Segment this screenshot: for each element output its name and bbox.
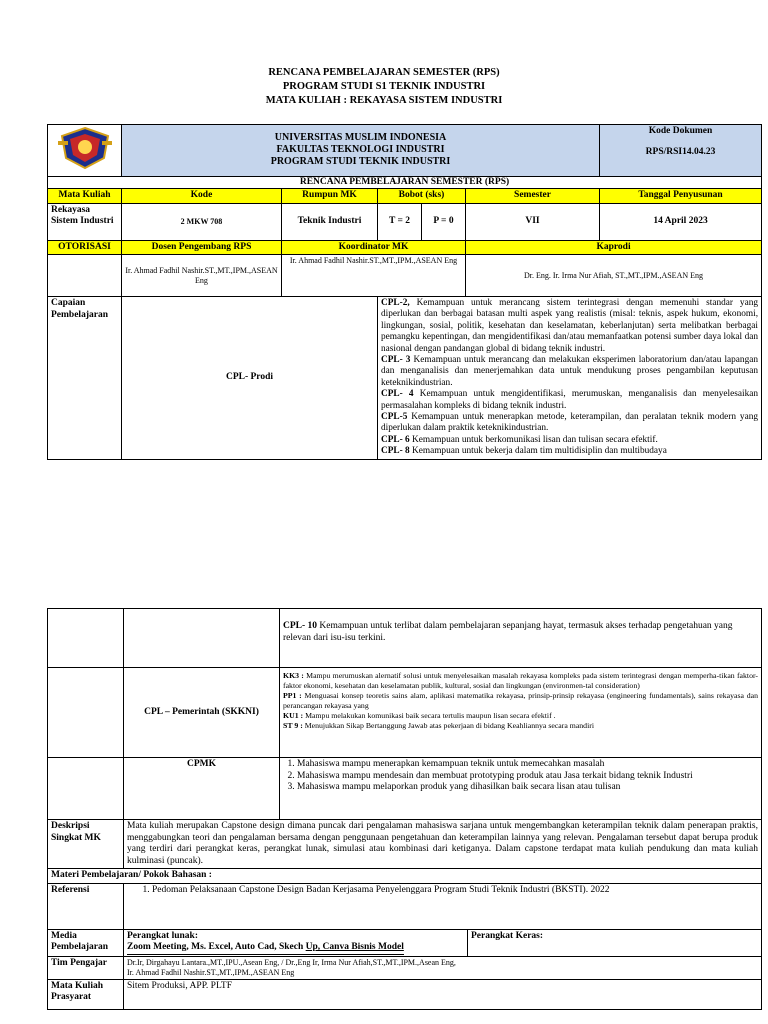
p2-empty-cell-b	[124, 609, 280, 668]
skkni-item: PP1 : Menguasai konsep teoretis sains alam, aplikasi matematika rekayasa, prinsip-prinsip rekayasa (engineering fundamentals), sains rekayasa dan perancangan rekayasa yang	[283, 691, 758, 710]
cpl-item: CPL- 6 Kemampuan untuk berkomunikasi lisan dan tulisan secara efektif.	[381, 434, 658, 445]
institution-cell	[122, 125, 600, 177]
referensi-label: Referensi	[48, 883, 124, 929]
deskripsi-label: Deskripsi Singkat MK	[48, 820, 124, 869]
header-koordinator: Koordinator MK	[282, 240, 466, 255]
prasyarat-text: Sitem Produksi, APP. PLTF	[124, 979, 762, 1009]
cpl-prodi-content	[378, 297, 762, 460]
header-line-1: RENCANA PEMBELAJARAN SEMESTER (RPS)	[268, 67, 500, 78]
course-semester: VII	[466, 203, 600, 240]
header-bobot: Bobot (sks)	[378, 189, 466, 204]
course-t: T = 2	[378, 203, 422, 240]
skkni-item: KK3 : Mampu merumuskan alernatif solusi untuk menyelesaikan masalah rekayasa kompleks pada sistem terintegrasi dengan memperha-tikan faktor-faktor ekonomi, kesehatan dan keselamatan publik, kultural, sosial dan lingkungan (environmen-tal consideration)	[283, 671, 758, 690]
doc-code-label: Kode Dokumen	[648, 126, 713, 136]
cpl-item: CPL- 4 Kemampuan untuk mengidentifikasi, merumuskan, menganalisis dan menyelesaikan permasalahan kompleks di bidang teknik industri.	[381, 389, 759, 411]
cpl-item: CPL-2, Kemampuan untuk merancang sistem terintegrasi dengan memenuhi standar yang diperlukan dan berbagai batasan multi aspek yang realistis (misal: teknis, aspek hukum, ekonomi, lingkungan, sosial, politik, kesehatan dan keselamatan, keberlanjutan) serta melibatkan berbagai pemangku kepentingan, dan mengidentifikasi dan/atau memanfaatkan potensi sumber daya lokal dan nasional dengan pandangan global di bidang teknik industri.	[381, 298, 759, 354]
cpl10-code: CPL- 10	[283, 621, 318, 631]
cpl10-text: Kemampuan untuk terlibat dalam pembelajaran sepanjang hayat, termasuk akses terhadap pengetahuan yang relevan dari isu-isu terkini.	[283, 621, 733, 643]
header-kaprodi: Kaprodi	[466, 240, 762, 255]
p2-empty-cell-d	[48, 758, 124, 820]
header-dosen: Dosen Pengembang RPS	[122, 240, 282, 255]
tim-content	[124, 956, 762, 979]
rps-table-page-1	[47, 124, 762, 460]
cpmk-item: 3. Mahasiswa mampu melaporkan produk yang dihasilkan baik secara lisan atau tulisan	[297, 782, 758, 794]
university-logo-icon	[56, 126, 114, 170]
referensi-list	[138, 885, 758, 897]
hardware-label: Perangkat Keras:	[468, 929, 762, 956]
rps-table-page-2	[47, 608, 762, 1010]
course-code: 2 MKW 708	[122, 203, 282, 240]
course-name: Rekayasa Sistem Industri	[48, 203, 122, 240]
materi-label: Materi Pembelajaran/ Pokok Bahasan :	[48, 869, 762, 884]
header-otorisasi: OTORISASI	[48, 240, 122, 255]
auth-empty-cell	[48, 255, 122, 297]
p2-empty-cell-c	[48, 668, 124, 758]
auth-dosen: Ir. Ahmad Fadhil Nashir.ST.,MT.,IPM.,ASEAN Eng	[122, 255, 282, 297]
cpmk-item: 1. Mahasiswa mampu menerapkan kemampuan teknik untuk memecahkan masalah	[297, 759, 758, 771]
cpmk-label: CPMK	[124, 758, 280, 820]
skkni-content	[280, 668, 762, 758]
cpl10-content	[280, 609, 762, 668]
capaian-label: Capaian Pembelajaran	[48, 297, 122, 460]
header-line-2: PROGRAM STUDI S1 TEKNIK INDUSTRI	[282, 81, 486, 92]
cpl-item: CPL- 3 Kemampuan untuk merancang dan melakukan eksperimen laboratorium dan/atau lapangan dan menganalisis dan menerjemahkan data untuk mendukung proses pengambilan keputusan keteknikindustrian.	[381, 355, 759, 388]
deskripsi-text: Mata kuliah merupakan Capstone design dimana puncak dari pengalaman mahasiswa sarjana untuk mengembangkan keterampilan teknik dalam penerapan praktis, menggabungkan teori dan pengalaman bersama dengan penggunaan pengetahuan dan keterampilan lainnya yang relevan. Pengalaman tersebut dapat berupa produk yang terdiri dari perangkat keras, perangkat lunak, simulasi atau kombinasi dari ketiganya. Dalam capstone terdapat mata kuliah pendukung dan mata kuliah kulminasi (puncak).	[124, 820, 762, 869]
auth-koordinator: Ir. Ahmad Fadhil Nashir.ST.,MT.,IPM.,ASEAN Eng	[282, 255, 466, 297]
program-name: PROGRAM STUDI TEKNIK INDUSTRI	[270, 156, 451, 168]
header-tanggal: Tanggal Penyusunan	[600, 189, 762, 204]
media-label: Media Pembelajaran	[48, 929, 124, 956]
header-semester: Semester	[466, 189, 600, 204]
cpl-prodi-label: CPL- Prodi	[122, 297, 378, 460]
doc-code-cell	[600, 125, 762, 177]
university-name: UNIVERSITAS MUSLIM INDONESIA	[274, 132, 447, 144]
prasyarat-label: Mata Kuliah Prasyarat	[48, 979, 124, 1009]
cpl-item: CPL-5 Kemampuan untuk menerapkan metode, keterampilan, dan peralatan teknik modern yang diperlukan dalam praktik keteknikindustrian.	[381, 412, 759, 434]
header-kode: Kode	[122, 189, 282, 204]
cpmk-content	[280, 758, 762, 820]
course-date: 14 April 2023	[600, 203, 762, 240]
tim-line-1: Dr.Ir, Dirgahayu Lantara.,MT.,IPU.,Asean Eng, / Dr.,Eng Ir, Irma Nur Afiah,ST.,MT.,IPM.,Asean Eng,	[127, 957, 456, 967]
doc-code-value: RPS/RSI14.04.23	[645, 146, 716, 157]
software-items: Zoom Meeting, Ms. Excel, Auto Cad, Skech Up, Canva Bisnis Model	[127, 942, 404, 955]
tim-label: Tim Pengajar	[48, 956, 124, 979]
document-header	[0, 66, 768, 108]
software-cell	[124, 929, 468, 956]
skkni-item: ST 9 : Menujukkan Sikap Bertanggung Jawab atas pekerjaan di bidang Keahliannya secara mandiri	[283, 721, 594, 730]
faculty-name: FAKULTAS TEKNOLOGI INDUSTRI	[276, 144, 445, 156]
auth-kaprodi: Dr. Eng. Ir. Irma Nur Afiah, ST.,MT.,IPM.,ASEAN Eng	[466, 255, 762, 297]
skkni-label: CPL – Pemerintah (SKKNI)	[124, 668, 280, 758]
referensi-item: 1. Pedoman Pelaksanaan Capstone Design Badan Kerjasama Penyelenggara Program Studi Teknik Industri (BKSTI). 2022	[152, 885, 758, 897]
header-line-3: MATA KULIAH : REKAYASA SISTEM INDUSTRI	[265, 95, 503, 106]
header-rumpun: Rumpun MK	[282, 189, 378, 204]
skkni-item: KU1 : Mampu melakukan komunikasi baik secara tertulis maupun lisan secara efektif .	[283, 711, 556, 720]
rps-title: RENCANA PEMBELAJARAN SEMESTER (RPS)	[48, 176, 762, 189]
course-rumpun: Teknik Industri	[282, 203, 378, 240]
cpl-item: CPL- 8 Kemampuan untuk bekerja dalam tim multidisiplin dan multibudaya	[381, 446, 667, 457]
cpmk-item: 2. Mahasiswa mampu mendesain dan membuat prototyping produk atau Jasa terkait bidang teknik Industri	[297, 771, 758, 783]
tim-line-2: Ir. Ahmad Fadhil Nashir.ST.,MT.,IPM.,ASEAN Eng	[127, 967, 295, 977]
p2-empty-cell-a	[48, 609, 124, 668]
cpmk-list	[283, 759, 758, 794]
course-p: P = 0	[422, 203, 466, 240]
referensi-content	[124, 883, 762, 929]
logo-cell	[48, 125, 122, 177]
software-label: Perangkat lunak:	[127, 930, 198, 941]
header-mata-kuliah: Mata Kuliah	[48, 189, 122, 204]
